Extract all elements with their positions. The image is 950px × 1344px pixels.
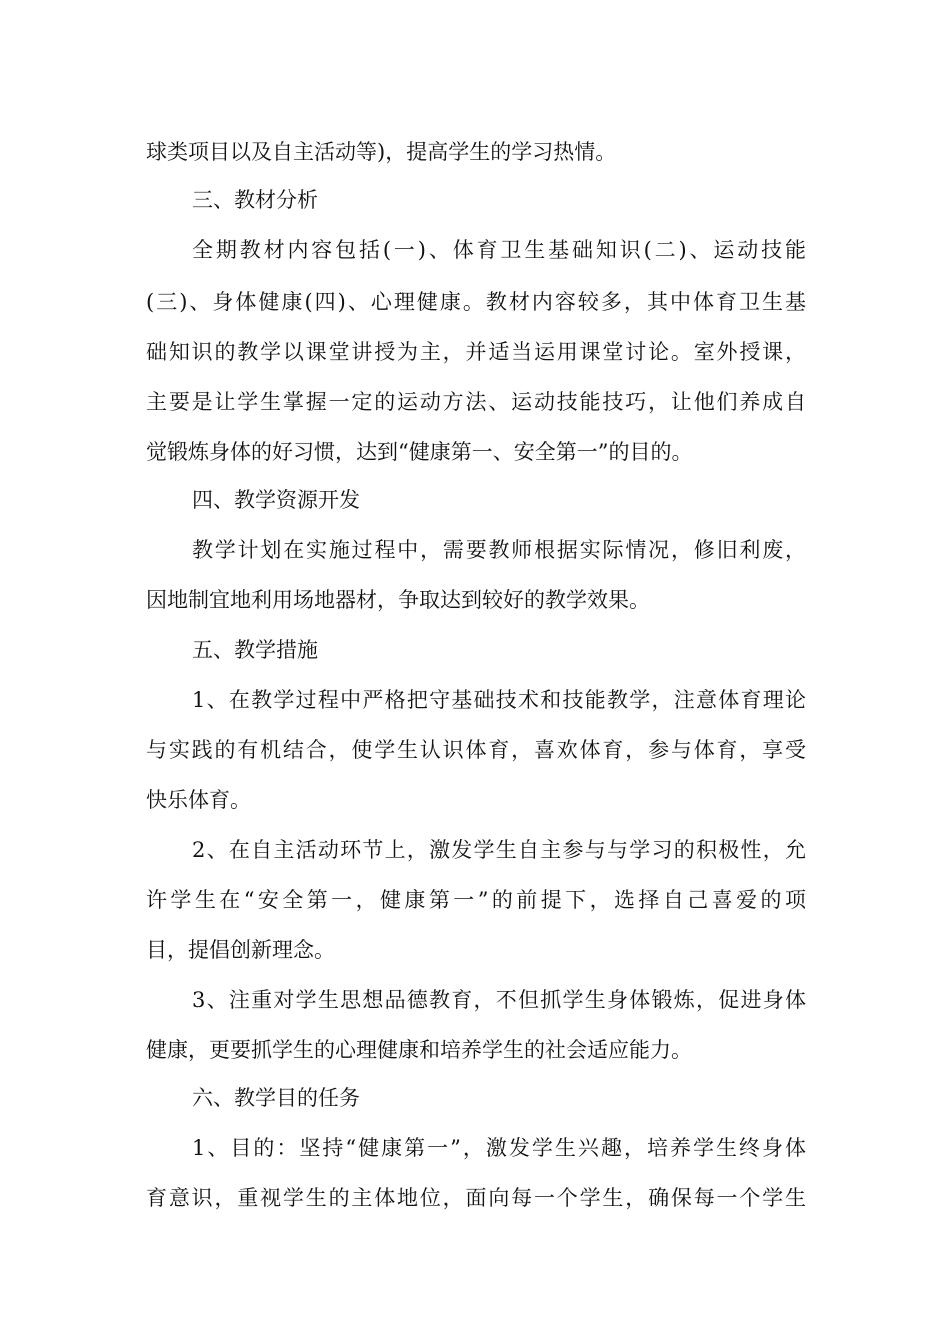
- text-line: 2、在自主活动环节上，激发学生自主参与与学习的积极性，允: [192, 838, 806, 862]
- text-line: 健康，更要抓学生的心理健康和培养学生的社会适应能力。: [146, 1038, 692, 1062]
- section-heading: 五、教学措施: [192, 638, 318, 662]
- text-line: 目，提倡创新理念。: [146, 938, 335, 962]
- section-heading: 四、教学资源开发: [192, 488, 360, 512]
- text-line: 主要是让学生掌握一定的运动方法、运动技能技巧，让他们养成自: [146, 390, 806, 414]
- text-line: 因地制宜地利用场地器材，争取达到较好的教学效果。: [146, 588, 650, 612]
- text-line: 与实践的有机结合，使学生认识体育，喜欢体育，参与体育，享受: [146, 738, 806, 762]
- text-line: 觉锻炼身体的好习惯，达到“健康第一、安全第一”的目的。: [146, 440, 693, 464]
- text-line: 许学生在“安全第一，健康第一”的前提下，选择自己喜爱的项: [146, 888, 806, 912]
- text-line: (三)、身体健康(四)、心理健康。教材内容较多，其中体育卫生基: [146, 290, 806, 314]
- text-line: 础知识的教学以课堂讲授为主，并适当运用课堂讨论。室外授课，: [146, 340, 806, 364]
- text-line: 快乐体育。: [146, 788, 251, 812]
- text-line: 全期教材内容包括(一)、体育卫生基础知识(二)、运动技能: [192, 238, 806, 262]
- text-line: 育意识，重视学生的主体地位，面向每一个学生，确保每一个学生: [146, 1186, 806, 1210]
- text-line: 1、目的：坚持“健康第一”，激发学生兴趣，培养学生终身体: [192, 1136, 806, 1160]
- text-line: 球类项目以及自主活动等)，提高学生的学习热情。: [146, 140, 617, 164]
- text-line: 3、注重对学生思想品德教育，不但抓学生身体锻炼，促进身体: [192, 988, 806, 1012]
- text-line: 教学计划在实施过程中，需要教师根据实际情况，修旧利废，: [192, 538, 806, 562]
- text-line: 1、在教学过程中严格把守基础技术和技能教学，注意体育理论: [192, 688, 806, 712]
- section-heading: 六、教学目的任务: [192, 1086, 360, 1110]
- section-heading: 三、教材分析: [192, 188, 318, 212]
